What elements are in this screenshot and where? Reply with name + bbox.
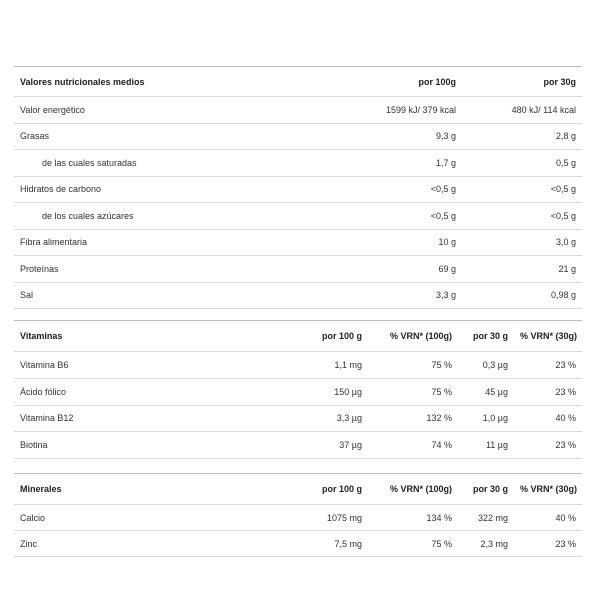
vitamin-row: [14, 378, 582, 405]
nutrition-row-label: de los cuales azúcares: [14, 203, 244, 230]
vitamins-header-label: Vitaminas: [14, 321, 244, 352]
nutrition-row-per30: 0,98 g: [462, 282, 582, 309]
nutrition-row: [14, 203, 582, 230]
vitamin-row: [14, 405, 582, 432]
nutrition-header-per100: por 100g: [244, 67, 462, 97]
nutrition-row-per100: 9,3 g: [244, 123, 462, 150]
nutrition-row-per100: 1599 kJ/ 379 kcal: [244, 97, 462, 124]
nutrition-row-per100: 69 g: [244, 256, 462, 283]
nutrition-row: [14, 256, 582, 283]
nutrition-row-per30: 0,5 g: [462, 150, 582, 177]
vitamins-header-vrn100: % VRN* (100g): [368, 321, 458, 352]
vitamin-row-per100: 3,3 µg: [244, 405, 368, 432]
mineral-row-vrn30: 40 %: [514, 505, 582, 531]
nutrition-row-label: Hidratos de carbono: [14, 176, 244, 203]
mineral-row: [14, 531, 582, 557]
vitamins-header-per30: por 30 g: [458, 321, 514, 352]
vitamin-row-per30: 11 µg: [458, 432, 514, 459]
vitamins-table-header: [14, 321, 582, 352]
mineral-row-label: Calcio: [14, 505, 244, 531]
nutrition-table-header: [14, 67, 582, 97]
vitamin-row-per100: 1,1 mg: [244, 352, 368, 379]
vitamin-row-per30: 45 µg: [458, 378, 514, 405]
mineral-row-vrn100: 75 %: [368, 531, 458, 557]
vitamin-row-per30: 0,3 µg: [458, 352, 514, 379]
nutrition-row-label: Fibra alimentaria: [14, 229, 244, 256]
vitamin-row-vrn100: 75 %: [368, 378, 458, 405]
nutrition-row-per100: <0,5 g: [244, 203, 462, 230]
vitamin-row: [14, 352, 582, 379]
nutrition-table: [14, 66, 582, 309]
vitamin-row-label: Vitamina B12: [14, 405, 244, 432]
vitamin-row-vrn100: 75 %: [368, 352, 458, 379]
vitamin-row-label: Vitamina B6: [14, 352, 244, 379]
nutrition-row: [14, 123, 582, 150]
nutrition-row: [14, 229, 582, 256]
minerals-header-vrn30: % VRN* (30g): [514, 474, 582, 505]
mineral-row-per100: 7,5 mg: [244, 531, 368, 557]
nutrition-row: [14, 97, 582, 124]
nutrition-row: [14, 150, 582, 177]
nutrition-header-label: Valores nutricionales medios: [14, 67, 244, 97]
nutrition-header-per30: por 30g: [462, 67, 582, 97]
vitamin-row-label: Ácido fólico: [14, 378, 244, 405]
vitamin-row-label: Biotina: [14, 432, 244, 459]
nutrition-row: [14, 176, 582, 203]
vitamins-header-vrn30: % VRN* (30g): [514, 321, 582, 352]
nutrition-row-per100: <0,5 g: [244, 176, 462, 203]
nutrition-row-per100: 3,3 g: [244, 282, 462, 309]
minerals-header-per30: por 30 g: [458, 474, 514, 505]
nutrition-row-per30: <0,5 g: [462, 176, 582, 203]
vitamin-row-per100: 37 µg: [244, 432, 368, 459]
nutrition-row-per100: 1,7 g: [244, 150, 462, 177]
vitamin-row-vrn30: 40 %: [514, 405, 582, 432]
mineral-row-label: Zinc: [14, 531, 244, 557]
nutrition-facts-panel: [14, 66, 582, 557]
nutrition-row-per30: 3,0 g: [462, 229, 582, 256]
minerals-table-header: [14, 474, 582, 505]
minerals-table: [14, 473, 582, 557]
nutrition-row-per30: <0,5 g: [462, 203, 582, 230]
mineral-row-per30: 2,3 mg: [458, 531, 514, 557]
mineral-row: [14, 505, 582, 531]
vitamin-row: [14, 432, 582, 459]
nutrition-row-label: de las cuales saturadas: [14, 150, 244, 177]
nutrition-row-per100: 10 g: [244, 229, 462, 256]
nutrition-row: [14, 282, 582, 309]
nutrition-row-label: Proteínas: [14, 256, 244, 283]
vitamins-header-per100: por 100 g: [244, 321, 368, 352]
vitamin-row-vrn30: 23 %: [514, 432, 582, 459]
mineral-row-vrn100: 134 %: [368, 505, 458, 531]
vitamin-row-per30: 1,0 µg: [458, 405, 514, 432]
vitamin-row-vrn100: 132 %: [368, 405, 458, 432]
minerals-header-label: Minerales: [14, 474, 244, 505]
nutrition-row-per30: 480 kJ/ 114 kcal: [462, 97, 582, 124]
mineral-row-vrn30: 23 %: [514, 531, 582, 557]
nutrition-row-label: Valor energético: [14, 97, 244, 124]
mineral-row-per100: 1075 mg: [244, 505, 368, 531]
mineral-row-per30: 322 mg: [458, 505, 514, 531]
nutrition-row-label: Grasas: [14, 123, 244, 150]
nutrition-row-label: Sal: [14, 282, 244, 309]
nutrition-row-per30: 2,8 g: [462, 123, 582, 150]
nutrition-row-per30: 21 g: [462, 256, 582, 283]
vitamin-row-vrn30: 23 %: [514, 352, 582, 379]
vitamins-table: [14, 320, 582, 459]
vitamin-row-vrn100: 74 %: [368, 432, 458, 459]
minerals-header-per100: por 100 g: [244, 474, 368, 505]
vitamin-row-vrn30: 23 %: [514, 378, 582, 405]
minerals-header-vrn100: % VRN* (100g): [368, 474, 458, 505]
vitamin-row-per100: 150 µg: [244, 378, 368, 405]
